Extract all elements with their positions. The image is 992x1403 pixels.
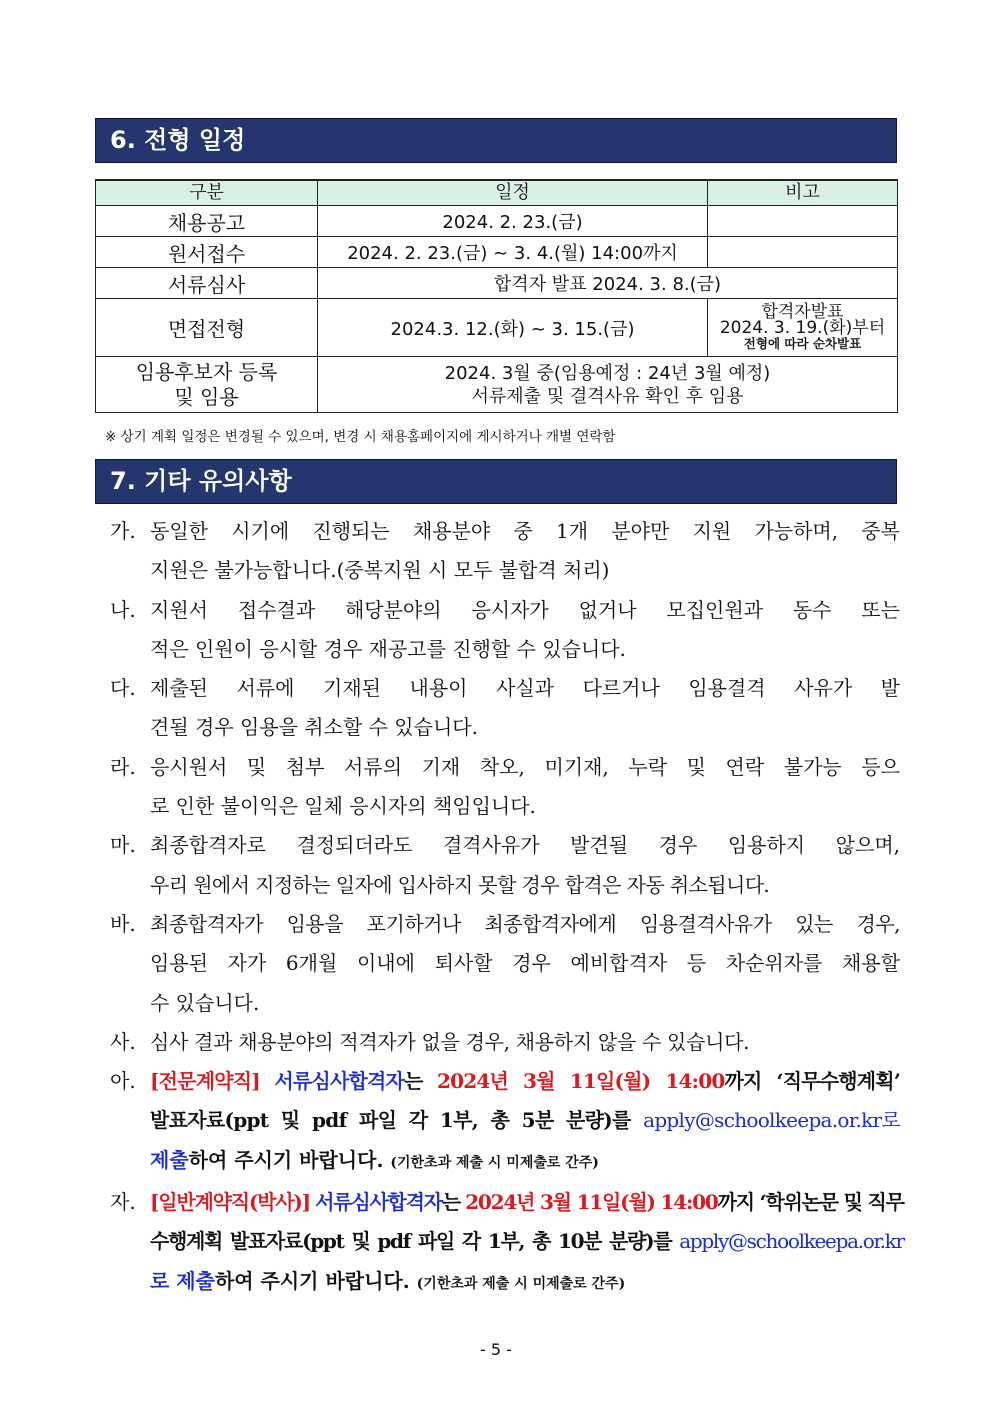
deadline-suffix: 까지 ‘학위논문 및 직무: [717, 1190, 904, 1215]
row-label: 서류심사: [96, 268, 318, 299]
deadline-date: 2024년 3월 11일(월) 14:00: [437, 1069, 725, 1094]
page-number: - 5 -: [480, 1340, 512, 1359]
header-schedule: 일정: [318, 180, 708, 206]
item-marker: 가.: [110, 519, 136, 543]
item-line: 지원서 접수결과 해당분야의 응시자가 없거나 모집인원과 동수 또는: [150, 597, 900, 622]
row-remarks: [708, 299, 898, 357]
table-row: [96, 237, 898, 268]
list-item: [110, 1183, 904, 1304]
remarks-line: 2024. 3. 19.(화)부터: [719, 317, 886, 338]
list-item: [110, 826, 900, 905]
row-label: 원서접수: [96, 237, 318, 268]
target-label: 서류심사합격자: [315, 1190, 442, 1215]
item-marker: 나.: [110, 597, 136, 622]
item-line: 적은 인원이 응시할 경우 재공고를 진행할 수 있습니다.: [150, 636, 626, 661]
item-line: [150, 1183, 904, 1222]
table-row: [96, 357, 898, 413]
table-footnote: ※ 상기 계획 일정은 변경될 수 있으며, 변경 시 채용홈페이지에 게시하거나 개별 연락함: [105, 429, 616, 445]
email-link[interactable]: apply@schoolkeepa.or.kr: [643, 1108, 882, 1133]
row-label: [96, 357, 318, 413]
target-label: 서류심사합격자: [274, 1069, 405, 1094]
row-schedule: 합격자 발표 2024. 3. 8.(금): [318, 268, 898, 299]
table-row: [96, 299, 898, 357]
request-text: 하여 주시기 바랍니다.: [214, 1268, 417, 1293]
item-marker: 마.: [110, 833, 136, 858]
item-line: 심사 결과 채용분야의 적격자가 없을 경우, 채용하지 않을 수 있습니다.: [150, 1029, 750, 1054]
josa-text: 는: [404, 1069, 423, 1094]
schedule-table: [95, 179, 898, 413]
materials-text: 발표자료(ppt 및 pdf 파일 각 1부, 총 5분 분량)를: [150, 1108, 644, 1133]
table-header-row: [96, 180, 898, 206]
email-link[interactable]: apply@schoolkeepa.or.kr: [679, 1229, 904, 1254]
row-remarks: [708, 237, 898, 268]
submit-text: 로 제출: [150, 1268, 215, 1293]
row-schedule: 2024. 2. 23.(금): [318, 206, 708, 237]
deadline-date: 2024년 3월 11일(월) 14:00: [465, 1190, 718, 1215]
ro-text: 로: [881, 1108, 900, 1133]
materials-text: 수행계획 발표자료(ppt 및 pdf 파일 각 1부, 총 10분 분량)를: [150, 1229, 680, 1254]
list-item: [110, 512, 900, 591]
josa-text: 는: [441, 1190, 461, 1215]
item-marker: 다.: [110, 676, 136, 701]
item-line: [150, 1101, 900, 1140]
item-line: 동일한 시기에 진행되는 채용분야 중 1개 분야만 지원 가능하며, 중복: [150, 519, 900, 543]
position-tag: [일반계약직(박사)]: [150, 1190, 310, 1215]
item-marker: 라.: [110, 754, 136, 779]
item-line: 최종합격자로 결정되더라도 결격사유가 발견될 경우 임용하지 않으며,: [150, 833, 900, 858]
item-line: [150, 1262, 904, 1304]
item-marker: 아.: [110, 1069, 136, 1094]
item-line: 수 있습니다.: [150, 990, 260, 1015]
notice-list: [110, 512, 904, 1304]
schedule-line: 서류제출 및 결격사유 확인 후 임용: [471, 385, 744, 407]
table-row: [96, 206, 898, 237]
section-7-heading: 7. 기타 유의사항: [95, 459, 897, 504]
deadline-suffix: 까지 ‘직무수행계획’: [724, 1069, 900, 1094]
position-tag: [전문계약직]: [150, 1069, 260, 1094]
list-item: [110, 905, 900, 1023]
item-line: 최종합격자가 임용을 포기하거나 최종합격자에게 임용결격사유가 있는 경우,: [150, 911, 900, 936]
item-line: 로 인한 불이익은 일체 응시자의 책임입니다.: [150, 794, 536, 819]
row-label: 채용공고: [96, 206, 318, 237]
header-remarks: 비고: [708, 180, 898, 206]
item-line: 임용된 자가 6개월 이내에 퇴사할 경우 예비합격자 등 차순위자를 채용할: [150, 951, 900, 976]
row-schedule: 2024.3. 12.(화) ~ 3. 15.(금): [318, 299, 708, 357]
list-item: [110, 1023, 900, 1062]
schedule-line: 2024. 3월 중(임용예정 : 24년 3월 예정): [444, 362, 771, 384]
item-line: 견될 경우 임용을 취소할 수 있습니다.: [150, 715, 478, 740]
label-line: 및 임용: [174, 384, 239, 409]
list-item: [110, 591, 900, 670]
header-category: 구분: [96, 180, 318, 206]
row-schedule: [318, 357, 898, 413]
label-line: 임용후보자 등록: [135, 359, 278, 384]
row-schedule: 2024. 2. 23.(금) ~ 3. 4.(월) 14:00까지: [318, 237, 708, 268]
item-line: 우리 원에서 지정하는 일자에 입사하지 못할 경우 합격은 자동 취소됩니다.: [150, 872, 770, 897]
item-marker: 사.: [110, 1029, 136, 1054]
request-text: 하여 주시기 바랍니다.: [188, 1147, 391, 1172]
deadline-note: (기한초과 제출 시 미제출로 간주): [416, 1275, 626, 1292]
remarks-line: 전형에 따라 순차발표: [743, 335, 862, 351]
row-remarks: [708, 206, 898, 237]
item-marker: 자.: [110, 1190, 136, 1215]
section-6-heading: 6. 전형 일정: [95, 118, 897, 163]
list-item: [110, 669, 900, 748]
list-item: [110, 1062, 900, 1183]
deadline-note: (기한초과 제출 시 미제출로 간주): [390, 1154, 599, 1171]
item-line: [150, 1141, 900, 1183]
list-item: [110, 748, 900, 827]
item-line: 지원은 불가능합니다.(중복지원 시 모두 불합격 처리): [150, 558, 610, 583]
item-line: 응시원서 및 첨부 서류의 기재 착오, 미기재, 누락 및 연락 불가능 등으: [150, 754, 900, 779]
submit-text: 제출: [150, 1147, 189, 1172]
remarks-line: 합격자발표: [761, 301, 844, 322]
row-label: 면접전형: [96, 299, 318, 357]
item-line: [150, 1222, 904, 1261]
item-line: 제출된 서류에 기재된 내용이 사실과 다르거나 임용결격 사유가 발: [150, 676, 900, 701]
item-marker: 바.: [110, 911, 136, 936]
table-row: [96, 268, 898, 299]
item-line: [150, 1062, 900, 1101]
